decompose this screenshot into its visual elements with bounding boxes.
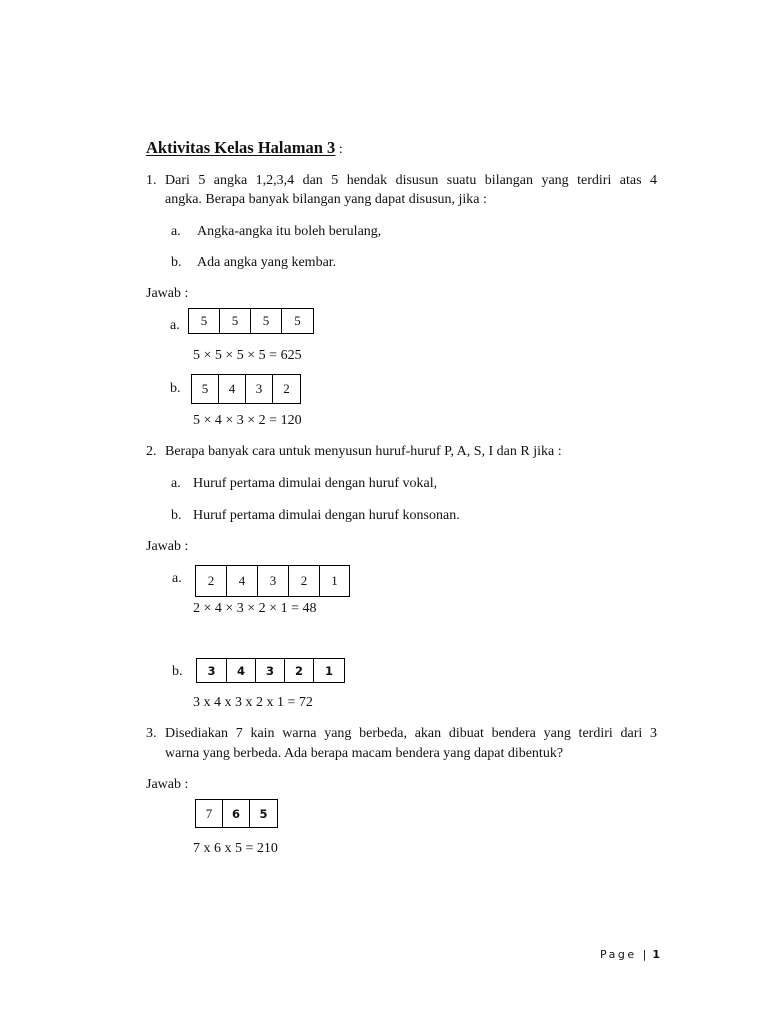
box-cell: 3 (197, 659, 227, 682)
box-cell: 6 (223, 800, 250, 827)
q3-answer-formula: 7 x 6 x 5 = 210 (193, 841, 278, 856)
box-cell: 5 (251, 309, 282, 333)
q2-answer-a-boxes (195, 565, 350, 597)
q2-answer-a-label: a. (172, 571, 182, 586)
q1-answer-a-label: a. (170, 318, 180, 333)
q3-text-line2: warna yang berbeda. Ada berapa macam bendera yang dapat dibentuk? (165, 746, 564, 761)
q2-answer-b-formula: 3 x 4 x 3 x 2 x 1 = 72 (193, 695, 313, 710)
q2-option-b-text: Huruf pertama dimulai dengan huruf konsonan. (193, 508, 460, 523)
q2-option-a-label: a. (171, 476, 181, 491)
page-title-colon: : (338, 142, 343, 157)
q1-text-line2: angka. Berapa banyak bilangan yang dapat disusun, jika : (165, 192, 487, 207)
q1-option-b-text: Ada angka yang kembar. (197, 255, 337, 270)
box-cell: 5 (294, 313, 301, 328)
box-cell: 3 (246, 375, 273, 403)
box-cell: 2 (285, 659, 314, 682)
q1-option-b-label: b. (171, 255, 182, 270)
box-cell: 3 (256, 659, 285, 682)
q2-option-b-label: b. (171, 508, 182, 523)
footer-separator: | (642, 948, 647, 961)
q1-option-a-text: Angka-angka itu boleh berulang, (197, 224, 382, 239)
q2-answer-a-formula: 2 × 4 × 3 × 2 × 1 = 48 (193, 601, 317, 616)
box-cell: 5 (259, 806, 268, 821)
box-cell: 5 (189, 309, 220, 333)
q1-answer-b-boxes (191, 374, 301, 404)
q2-answer-b-label: b. (172, 664, 183, 679)
page-footer (600, 948, 663, 961)
q1-answer-label: Jawab : (146, 286, 189, 301)
q3-text-line1: Disediakan 7 kain warna yang berbeda, akan dibuat bendera yang terdiri dari 3 (165, 726, 657, 741)
box-cell: 7 (196, 800, 223, 827)
box-cell: 5 (192, 375, 219, 403)
footer-page-word: Page (600, 948, 637, 961)
box-cell: 4 (227, 659, 256, 682)
footer-page-number: 1 (652, 948, 663, 961)
q1-option-a-label: a. (171, 224, 181, 239)
q2-number: 2. (146, 444, 157, 459)
q1-number: 1. (146, 173, 157, 188)
q3-answer-boxes (195, 799, 278, 828)
q2-answer-b-boxes (196, 658, 345, 683)
q1-answer-a-boxes (188, 308, 314, 334)
q1-answer-a-formula: 5 × 5 × 5 × 5 = 625 (193, 348, 302, 363)
q3-number: 3. (146, 726, 157, 741)
page-title: Aktivitas Kelas Halaman 3 (146, 138, 336, 157)
box-cell: 1 (324, 663, 333, 678)
q1-answer-b-label: b. (170, 381, 181, 396)
box-cell: 4 (219, 375, 246, 403)
q2-text-line1: Berapa banyak cara untuk menyusun huruf-huruf P, A, S, I dan R jika : (165, 444, 562, 459)
box-cell: 5 (220, 309, 251, 333)
q2-answer-label: Jawab : (146, 539, 189, 554)
q1-answer-b-formula: 5 × 4 × 3 × 2 = 120 (193, 413, 302, 428)
box-cell: 2 (283, 381, 290, 396)
q3-answer-label: Jawab : (146, 777, 189, 792)
box-cell: 2 (289, 566, 320, 596)
box-cell: 3 (258, 566, 289, 596)
box-cell: 4 (227, 566, 258, 596)
page-title-line (146, 138, 343, 158)
box-cell: 1 (331, 573, 338, 588)
q1-text-line1: Dari 5 angka 1,2,3,4 dan 5 hendak disusun suatu bilangan yang terdiri atas 4 (165, 173, 657, 188)
box-cell: 2 (196, 566, 227, 596)
q2-option-a-text: Huruf pertama dimulai dengan huruf vokal, (193, 476, 438, 491)
